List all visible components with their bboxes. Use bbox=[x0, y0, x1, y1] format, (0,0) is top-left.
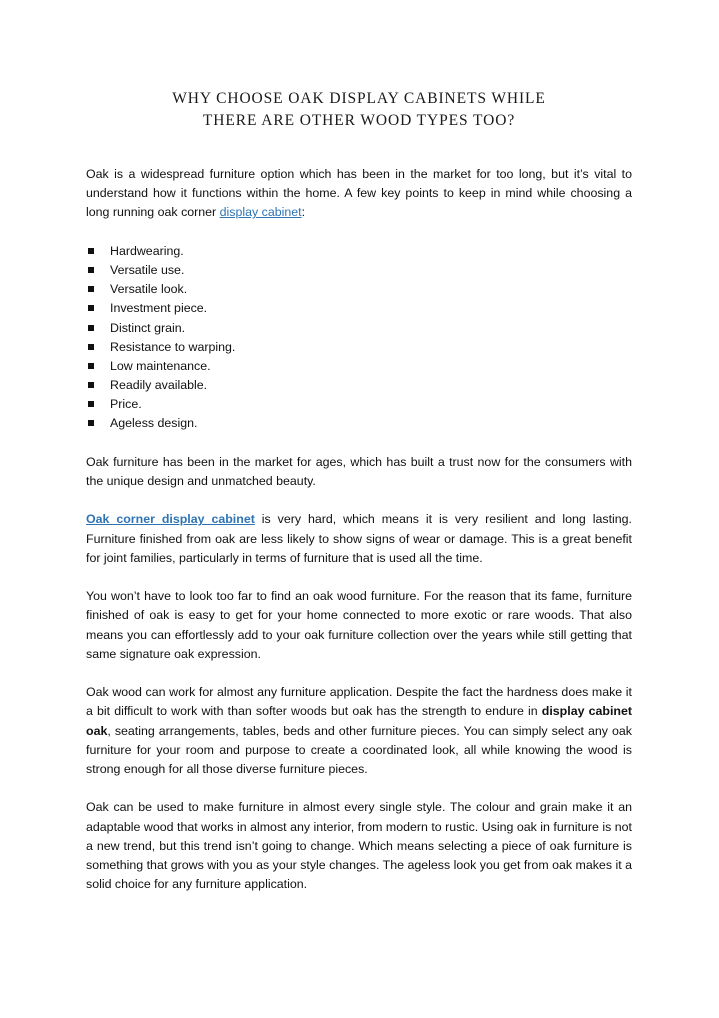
page-title bbox=[86, 88, 632, 132]
list-item bbox=[86, 376, 632, 395]
oak-corner-display-cabinet-link[interactable]: Oak corner display cabinet bbox=[86, 512, 255, 527]
application-text-before: Oak wood can work for almost any furniture application. Despite the fact the hardness does make it a bit difficult to work with than softer woods but oak has the strength to endure in bbox=[86, 685, 632, 719]
display-cabinet-oak-bold: display cabinet oak bbox=[86, 704, 632, 738]
list-item-label: Versatile look. bbox=[110, 282, 188, 297]
square-bullet-icon bbox=[88, 420, 94, 426]
list-item bbox=[86, 261, 632, 280]
list-item bbox=[86, 280, 632, 299]
availability-paragraph: You won’t have to look too far to find an oak wood furniture. For the reason that its fame, furniture finished of oak is easy to get for your home connected to more exotic or rare woods. That also means you can effortlessly add to your oak furniture collection over the years while still getting that same signature oak expression. bbox=[86, 589, 632, 661]
list-item-label: Investment piece. bbox=[110, 301, 208, 316]
hardness-text: is very hard, which means it is very resilient and long lasting. Furniture finished from oak are less likely to show signs of wear or damage. This is a great benefit for joint families, particularly in terms of furniture that is used all the time. bbox=[86, 512, 633, 565]
application-text-after: , seating arrangements, tables, beds and other furniture pieces. You can simply select any oak furniture for your room and purpose to create a coordinated look, all while knowing the wood is strong enough for all those diverse furniture pieces. bbox=[86, 723, 632, 777]
list-item-label: Distinct grain. bbox=[110, 320, 186, 335]
list-item bbox=[86, 414, 632, 433]
title-line-1: WHY CHOOSE OAK DISPLAY CABINETS WHILE bbox=[172, 90, 546, 107]
hardness-paragraph bbox=[86, 510, 632, 568]
list-item-label: Price. bbox=[110, 397, 142, 412]
list-item-label: Versatile use. bbox=[110, 262, 185, 277]
list-item-label: Low maintenance. bbox=[110, 358, 211, 373]
square-bullet-icon bbox=[88, 305, 94, 311]
square-bullet-icon bbox=[88, 325, 94, 331]
application-paragraph bbox=[86, 683, 632, 779]
list-item-label: Readily available. bbox=[110, 378, 208, 393]
list-item bbox=[86, 319, 632, 338]
intro-text: Oak is a widespread furniture option which has been in the market for too long, but it’s vital to understand how it functions within the home. A few key points to keep in mind while choosing a long running oak corner bbox=[86, 167, 632, 220]
list-item bbox=[86, 357, 632, 376]
list-item-label: Ageless design. bbox=[110, 416, 198, 431]
square-bullet-icon bbox=[88, 248, 94, 254]
key-points-list bbox=[86, 242, 632, 434]
list-item bbox=[86, 338, 632, 357]
square-bullet-icon bbox=[88, 401, 94, 407]
square-bullet-icon bbox=[88, 382, 94, 388]
square-bullet-icon bbox=[88, 267, 94, 273]
list-item-label: Hardwearing. bbox=[110, 243, 184, 258]
square-bullet-icon bbox=[88, 286, 94, 292]
title-line-2: THERE ARE OTHER WOOD TYPES TOO? bbox=[202, 112, 516, 129]
article-body bbox=[86, 165, 632, 914]
trust-paragraph: Oak furniture has been in the market for ages, which has built a trust now for the consumers with the unique design and unmatched beauty. bbox=[86, 454, 632, 489]
list-item-label: Resistance to warping. bbox=[110, 339, 236, 354]
intro-paragraph bbox=[86, 165, 632, 223]
list-item bbox=[86, 242, 632, 261]
square-bullet-icon bbox=[88, 363, 94, 369]
intro-colon: : bbox=[301, 205, 306, 220]
style-paragraph: Oak can be used to make furniture in almost every single style. The colour and grain make it an adaptable wood that works in almost any interior, from modern to rustic. Using oak in furniture is not a new trend, but this trend isn’t going to change. Which means selecting a piece of oak furniture is something that grows with you as your style changes. The ageless look you get from oak makes it a solid choice for any furniture application. bbox=[86, 800, 632, 892]
list-item bbox=[86, 395, 632, 414]
square-bullet-icon bbox=[88, 344, 94, 350]
list-item bbox=[86, 299, 632, 318]
display-cabinet-link[interactable]: display cabinet bbox=[219, 205, 302, 220]
